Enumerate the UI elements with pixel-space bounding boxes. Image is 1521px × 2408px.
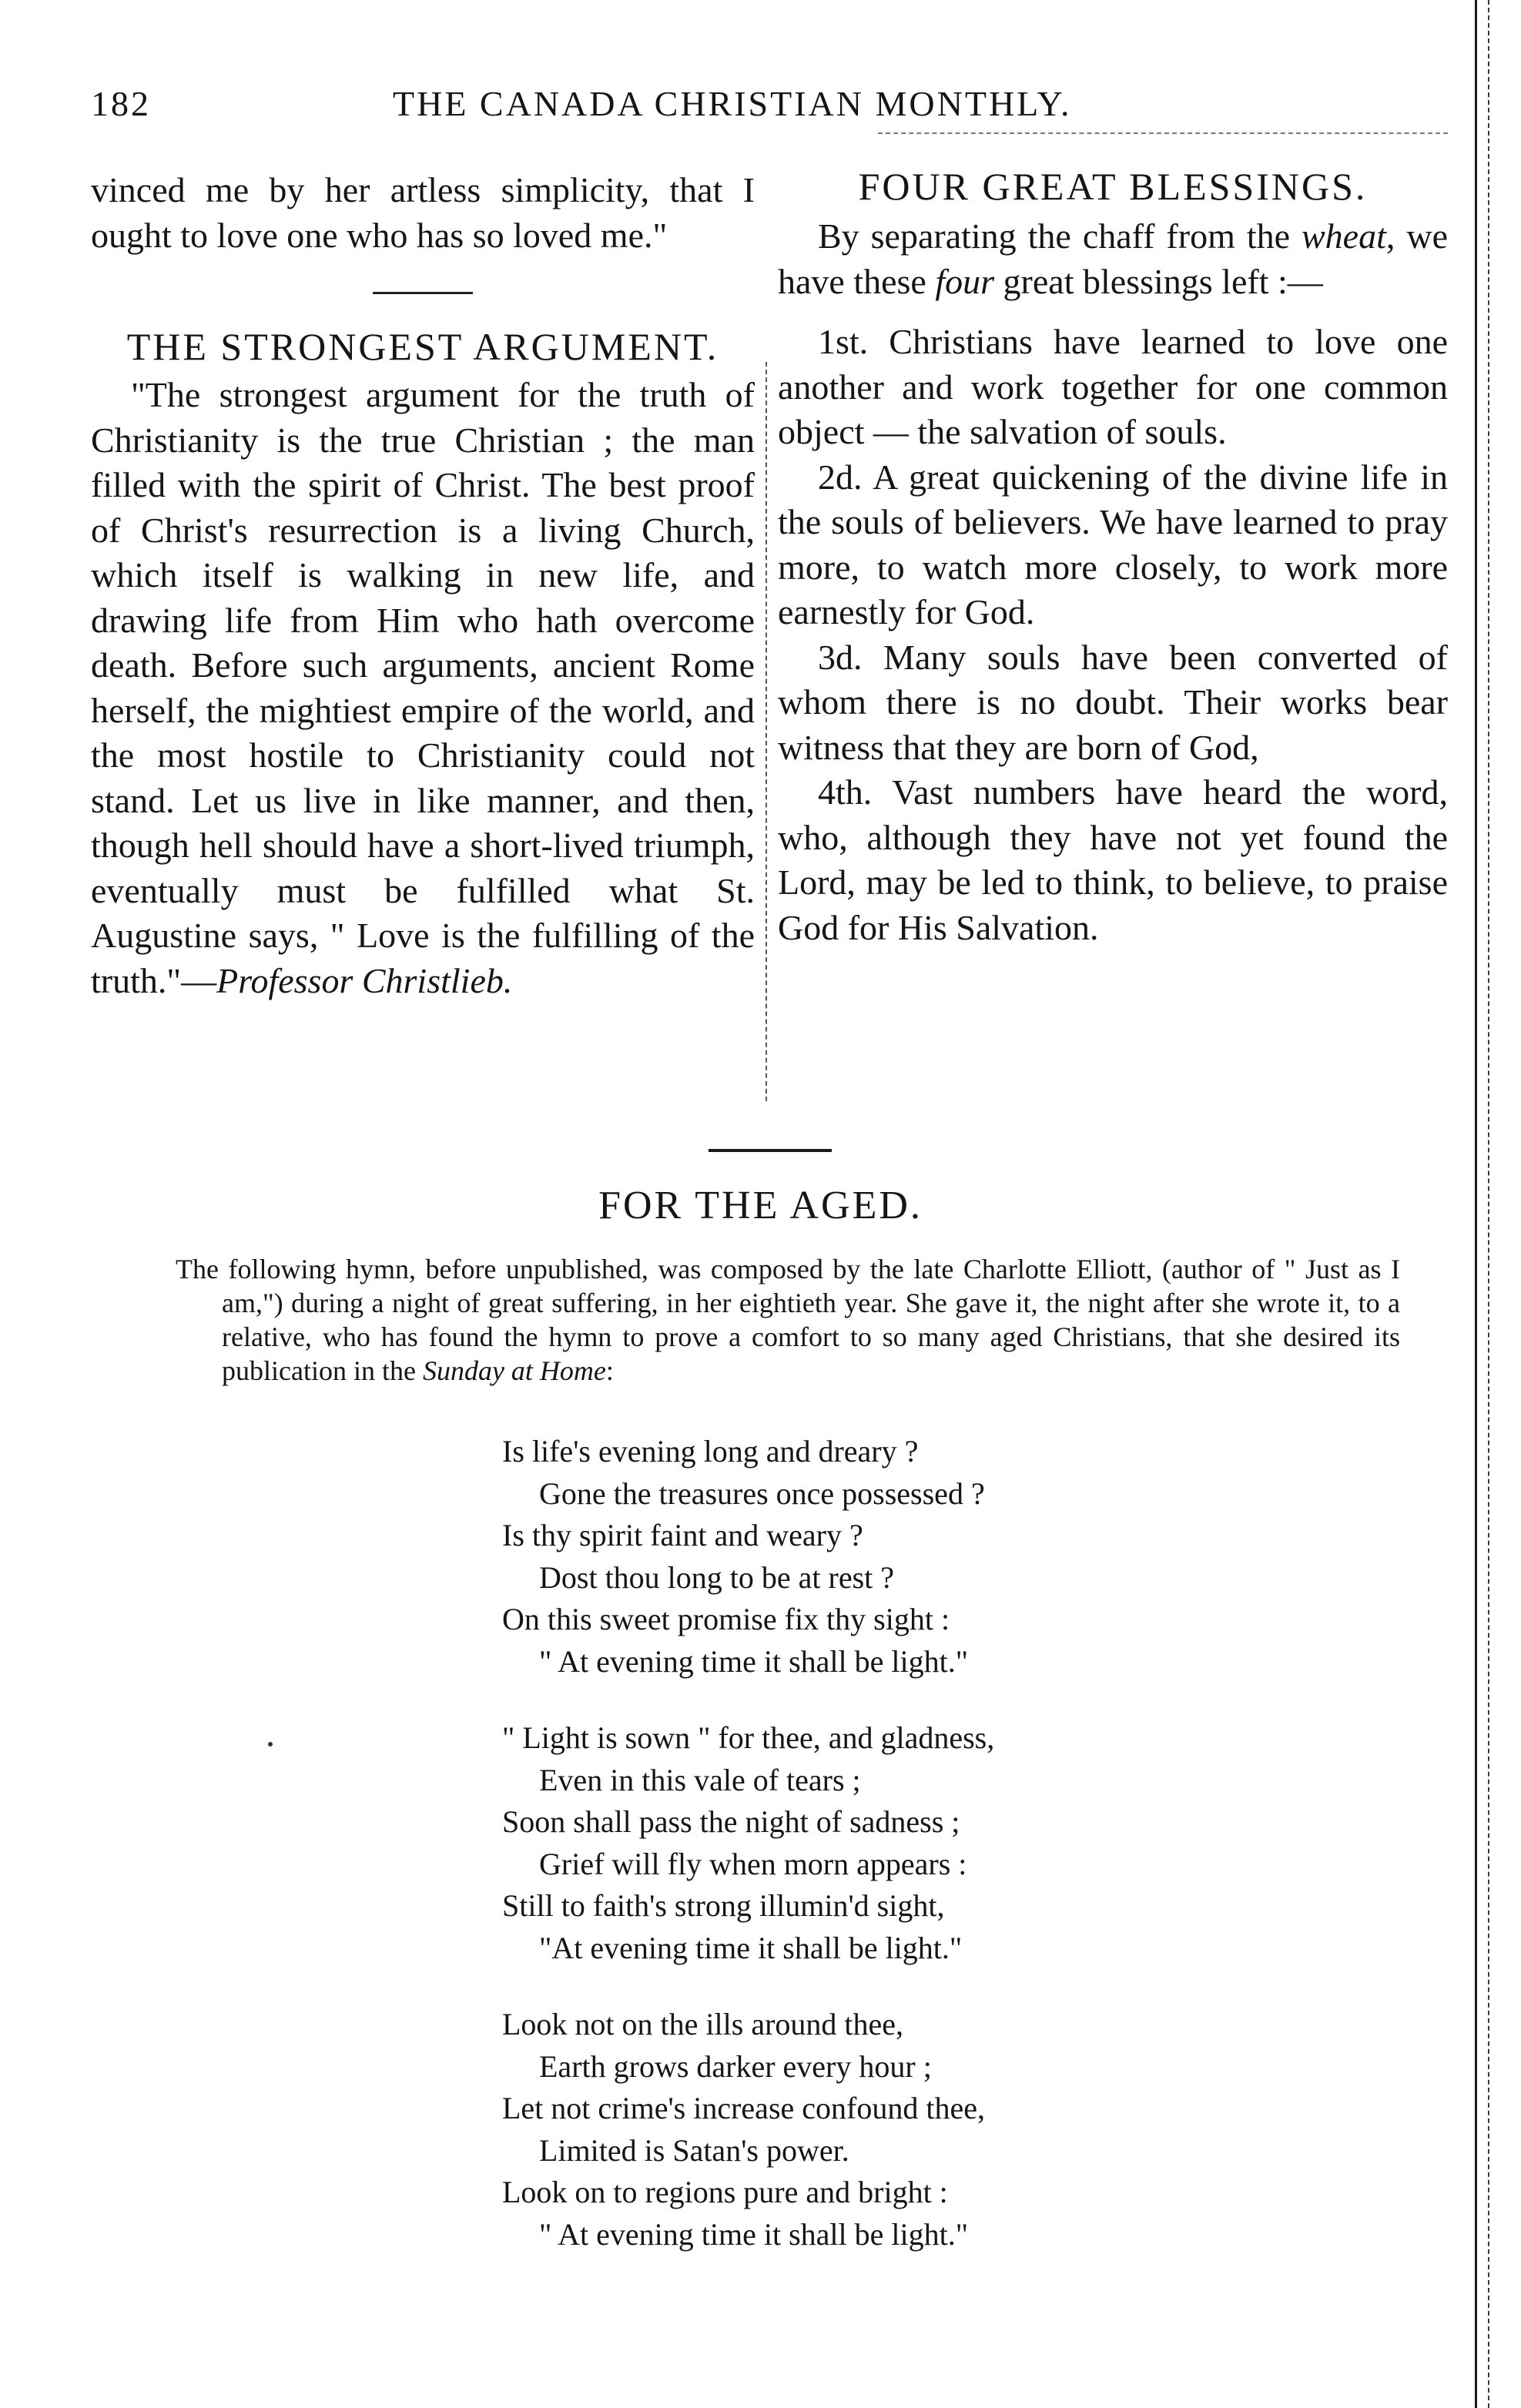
hymn-refrain: " At evening time it shall be light." [539,1643,969,1679]
blessing-item-1: 1st. Christians have learned to love one another and work together for one common object — the salvation of souls. [778,322,1448,451]
hymn-line: " Light is sown " for thee, and gladness, [502,1720,995,1755]
column-divider [766,362,767,1101]
left-column [91,168,755,1003]
hymn [502,1431,1272,2290]
hymn-line: Dost thou long to be at rest ? [539,1559,895,1595]
hymn-line: On this sweet promise fix thy sight : [502,1602,950,1636]
hymn-line: Gone the treasures once possessed ? [539,1475,985,1511]
section-rule [709,1149,832,1152]
section-title-four-blessings: FOUR GREAT BLESSINGS. [858,165,1368,208]
hymn-line: Even in this vale of tears ; [539,1762,861,1797]
intro-emphasis-four: four [935,261,995,301]
right-column [778,163,1448,950]
hymn-introduction [176,1252,1400,1388]
blessing-item-3: 3d. Many souls have been converted of whom there is no doubt. Their works bear witness that they are born of God, [778,637,1448,767]
continued-paragraph: vinced me by her artless simplicity, that I ought to love one who has so loved me." [91,170,755,255]
running-head [91,83,1440,129]
intro-text: great blessings left :— [994,261,1323,301]
page-number: 182 [91,84,151,123]
hymn-refrain: "At evening time it shall be light." [539,1930,963,1965]
hymn-line: Grief will fly when morn appears : [539,1846,967,1881]
hymn-line: Let not crime's increase confound thee, [502,2091,985,2125]
hymn-refrain: " At evening time it shall be light." [539,2216,969,2252]
journal-title: THE CANADA CHRISTIAN MONTHLY. [393,84,1072,123]
hymn-line: Is thy spirit faint and weary ? [502,1518,863,1552]
hymn-intro-paragraph [176,1252,1400,1388]
hymn-line: Look not on the ills around thee, [502,2007,904,2041]
hymn-intro-text: : [605,1355,614,1386]
intro-text: , we have these [778,216,1448,301]
header-rule [878,132,1448,134]
hymn-line: Is life's evening long and dreary ? [502,1434,919,1469]
hymn-line: Earth grows darker every hour ; [539,2048,932,2084]
intro-emphasis-wheat: wheat [1302,216,1386,256]
blessings-intro [778,214,1448,304]
blessing-item-4: 4th. Vast numbers have heard the word, who, although they have not yet found the Lord, may be led to think, to believe, to praise God for His Salvation. [778,772,1448,947]
hymn-line: Limited is Satan's power. [539,2132,849,2168]
strongest-argument-text: "The strongest argument for the truth of Christianity is the true Christian ; the man filled with the spirit of Christ. The best proof of Christ's resurrection is a living Church, which itself is walking in new life, and drawing life from Him who hath overcome death. Before such arguments, ancient Rome herself, the mightiest empire of the world, and the most hostile to Christianity could not stand. Let us live in like manner, and then, though hell should have a short-lived triumph, eventually must be fulfilled what St. Augustine says, " Love is the fulfilling of the truth."— [91,375,755,1000]
blessing-item-2: 2d. A great quickening of the divine life in the souls of believers. We have learned to pray more, to watch more closely, to work more earnestly for God. [778,457,1448,631]
hymn-line: Look on to regions pure and bright : [502,2175,948,2209]
intro-text: By separating the chaff from the [818,216,1302,256]
hymn-line: Still to faith's strong illumin'd sight, [502,1888,945,1923]
hymn-line: Soon shall pass the night of sadness ; [502,1804,960,1839]
hymn-intro-text: The following hymn, before unpublished, was composed by the late Charlotte Elliott, (author of " Just as I am,") during a night of great suffering, in her eightieth year. She gave it, the night after she wrote it, to a relative, who has found the hymn to prove a comfort to so many aged Christians, that she desired its publication in the [176,1254,1400,1386]
section-separator [373,292,473,294]
hymn-stanza [502,1431,1272,1683]
section-title-for-the-aged: FOR THE AGED. [598,1184,923,1227]
hymn-stanza [502,2004,1272,2256]
strongest-argument-body [91,373,755,1003]
publication-name: Sunday at Home [422,1355,606,1386]
print-speck [268,1742,273,1747]
hymn-stanza [502,1717,1272,1969]
signature: Professor Christlieb. [216,960,513,1000]
section-title-strongest-argument: THE STRONGEST ARGUMENT. [126,325,719,368]
